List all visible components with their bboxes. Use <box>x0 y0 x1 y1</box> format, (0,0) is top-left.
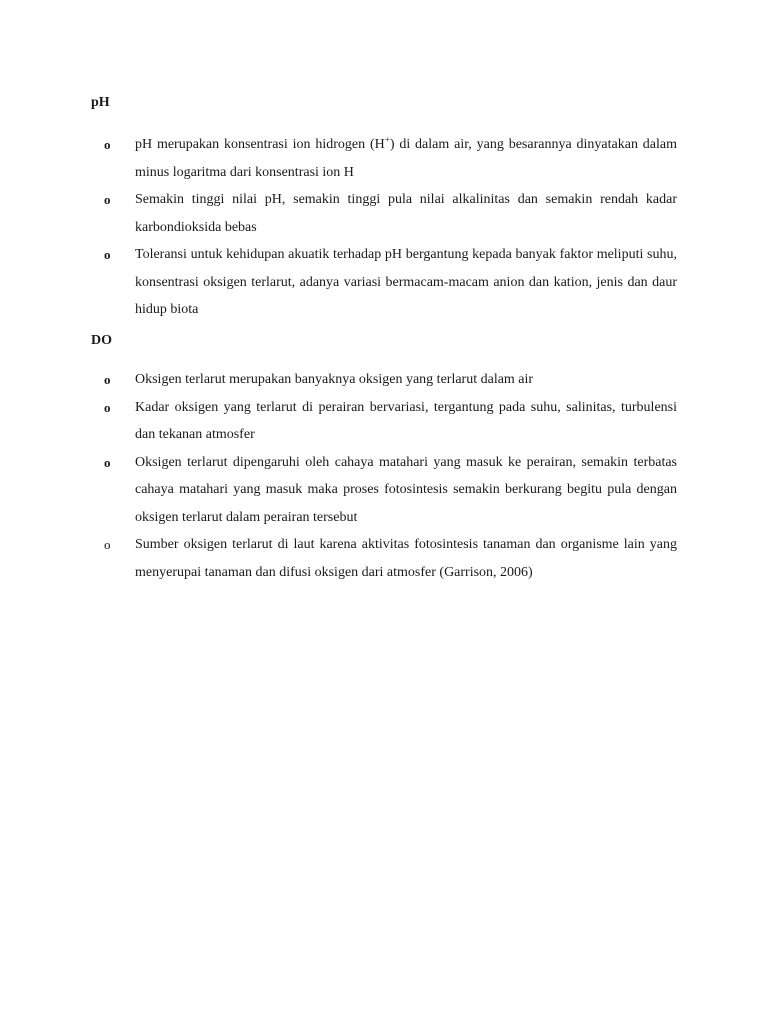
item-text: Kadar oksigen yang terlarut di perairan bervariasi, tergantung pada suhu, salinitas, turbulensi dan tekanan atmosfer <box>135 399 677 442</box>
bullet-marker: o <box>104 137 111 152</box>
do-bullet-list <box>91 366 677 586</box>
ph-bullet-list <box>91 131 677 324</box>
item-text: Sumber oksigen terlarut di laut karena aktivitas fotosintesis tanaman dan organisme lain yang menyerupai tanaman dan difusi oksigen dari atmosfer (Garrison, 2006) <box>135 537 677 580</box>
item-text: Toleransi untuk kehidupan akuatik terhadap pH bergantung kepada banyak faktor meliputi suhu, konsentrasi oksigen terlarut, adanya variasi bermacam-macam anion dan kation, jenis dan daur hidup biota <box>135 247 677 317</box>
list-item <box>91 131 677 186</box>
do-section <box>91 331 677 586</box>
list-item <box>91 394 677 449</box>
bullet-marker: o <box>104 454 111 470</box>
superscript-plus: + <box>384 134 390 145</box>
bullet-marker: o <box>104 192 111 207</box>
item-text: Oksigen terlarut dipengaruhi oleh cahaya matahari yang masuk ke perairan, semakin terbatas cahaya matahari yang masuk maka proses fotosintesis semakin berkurang begitu pula dengan oksigen terlarut dalam perairan tersebut <box>135 454 677 525</box>
ph-section <box>91 93 677 324</box>
item-text-pre: pH merupakan konsentrasi ion hidrogen (H <box>135 137 385 152</box>
item-text: Semakin tinggi nilai pH, semakin tinggi pula nilai alkalinitas dan semakin rendah kadar karbondioksida bebas <box>135 192 677 235</box>
bullet-marker: o <box>104 537 111 552</box>
item-text-post: ) di dalam air, yang besarannya dinyatakan dalam minus logaritma dari konsentrasi ion H <box>135 137 677 180</box>
item-text: Oksigen terlarut merupakan banyaknya oksigen yang terlarut dalam air <box>135 372 534 387</box>
list-item <box>91 186 677 241</box>
ph-heading: pH <box>91 95 110 110</box>
bullet-marker: o <box>104 247 111 262</box>
bullet-marker: o <box>104 372 111 387</box>
bullet-marker: o <box>104 399 111 415</box>
list-item <box>91 241 677 324</box>
list-item <box>91 531 677 586</box>
list-item <box>91 449 677 532</box>
do-heading: DO <box>91 333 112 348</box>
list-item <box>91 366 677 394</box>
